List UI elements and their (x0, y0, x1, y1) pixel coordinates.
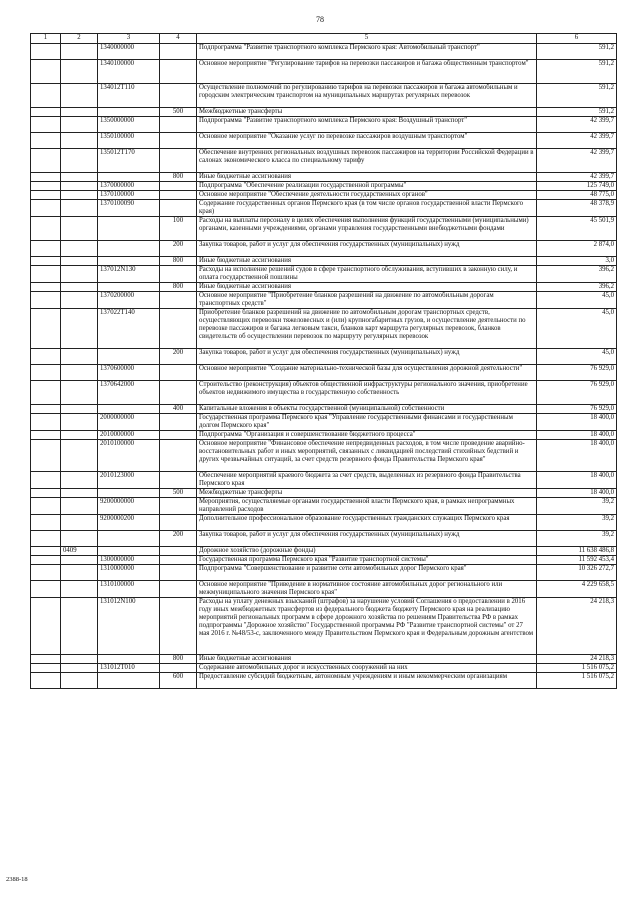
cell-description: Расходы на выплаты персоналу в целях обеспечения выполнения функций государственными (муниципальными) органами, казенными учреждениями, органами управления государственными внебюджетными фондами (197, 217, 537, 241)
table-row (31, 349, 617, 365)
cell-expense-type (160, 431, 197, 440)
table-row (31, 547, 617, 556)
cell-section-code (61, 266, 98, 283)
cell-section-code (61, 655, 98, 664)
cell-target-code: 131012Т010 (98, 664, 160, 673)
cell-col-1 (31, 581, 61, 598)
cell-expense-type (160, 200, 197, 217)
cell-description: Основное мероприятие "Регулирование тарифов на перевозки пассажиров и багажа общественным транспортом" (197, 60, 537, 84)
cell-col-1 (31, 173, 61, 182)
table-row (31, 173, 617, 182)
cell-section-code (61, 241, 98, 257)
cell-col-1 (31, 108, 61, 117)
cell-amount: 591,2 (537, 84, 617, 108)
cell-expense-type (160, 309, 197, 349)
cell-amount: 48 378,9 (537, 200, 617, 217)
cell-col-1 (31, 149, 61, 173)
cell-expense-type: 600 (160, 673, 197, 689)
cell-section-code (61, 414, 98, 431)
budget-table (30, 33, 617, 689)
cell-amount: 39,2 (537, 531, 617, 547)
cell-col-1 (31, 292, 61, 309)
cell-col-1 (31, 60, 61, 84)
table-row (31, 472, 617, 489)
cell-col-1 (31, 440, 61, 472)
cell-target-code (98, 489, 160, 498)
table-row (31, 84, 617, 108)
cell-col-1 (31, 431, 61, 440)
cell-section-code (61, 149, 98, 173)
cell-col-1 (31, 673, 61, 689)
cell-amount: 4 229 658,5 (537, 581, 617, 598)
cell-target-code: 2010000000 (98, 431, 160, 440)
cell-col-1 (31, 664, 61, 673)
cell-expense-type: 200 (160, 349, 197, 365)
cell-amount: 39,2 (537, 515, 617, 531)
cell-amount: 24 218,3 (537, 655, 617, 664)
cell-section-code (61, 365, 98, 381)
cell-expense-type (160, 44, 197, 60)
cell-amount: 42 399,7 (537, 173, 617, 182)
cell-col-1 (31, 44, 61, 60)
cell-expense-type (160, 191, 197, 200)
cell-section-code (61, 133, 98, 149)
cell-expense-type: 200 (160, 531, 197, 547)
cell-description: Капитальные вложения в объекты государственной (муниципальной) собственности (197, 405, 537, 414)
cell-expense-type: 100 (160, 217, 197, 241)
cell-col-1 (31, 498, 61, 515)
cell-amount: 18 400,0 (537, 489, 617, 498)
cell-description: Подпрограмма "Развитие транспортного комплекса Пермского края: Автомобильный транспорт" (197, 44, 537, 60)
cell-target-code (98, 349, 160, 365)
cell-expense-type (160, 133, 197, 149)
table-row (31, 405, 617, 414)
cell-col-1 (31, 489, 61, 498)
cell-amount: 18 400,0 (537, 440, 617, 472)
cell-section-code (61, 498, 98, 515)
cell-amount: 76 929,0 (537, 405, 617, 414)
cell-description: Основное мероприятие "Финансовое обеспечение непредвиденных расходов, в том числе проведение аварийно-восстановительных работ и иных мероприятий, связанных с ликвидацией последствий стихийных бедствий и других чрезвычайных ситуаций, за счет средств резервного фонда Правительства Пермского края" (197, 440, 537, 472)
cell-target-code (98, 655, 160, 664)
cell-target-code: 9200000200 (98, 515, 160, 531)
cell-amount: 42 399,7 (537, 133, 617, 149)
cell-col-1 (31, 381, 61, 405)
cell-target-code: 1370000000 (98, 182, 160, 191)
cell-target-code (98, 531, 160, 547)
cell-target-code: 1340100000 (98, 60, 160, 84)
cell-section-code (61, 664, 98, 673)
cell-amount: 2 874,0 (537, 241, 617, 257)
cell-target-code: 137022Т140 (98, 309, 160, 349)
cell-col-1 (31, 182, 61, 191)
cell-section-code (61, 283, 98, 292)
cell-section-code (61, 292, 98, 309)
cell-amount: 45,0 (537, 292, 617, 309)
cell-expense-type (160, 292, 197, 309)
cell-amount: 396,2 (537, 283, 617, 292)
table-row (31, 149, 617, 173)
cell-amount: 1 516 075,2 (537, 664, 617, 673)
cell-target-code: 1370600000 (98, 365, 160, 381)
cell-section-code (61, 200, 98, 217)
cell-section-code (61, 60, 98, 84)
cell-expense-type: 800 (160, 655, 197, 664)
cell-col-1 (31, 472, 61, 489)
cell-section-code (61, 515, 98, 531)
cell-expense-type (160, 556, 197, 565)
table-row (31, 489, 617, 498)
footer-code: 2388-18 (6, 876, 28, 883)
cell-target-code: 1350100000 (98, 133, 160, 149)
cell-amount: 45,0 (537, 349, 617, 365)
cell-target-code (98, 173, 160, 182)
cell-description: Иные бюджетные ассигнования (197, 655, 537, 664)
cell-expense-type (160, 60, 197, 84)
cell-expense-type: 800 (160, 173, 197, 182)
cell-col-1 (31, 84, 61, 108)
cell-target-code: 1340000000 (98, 44, 160, 60)
cell-expense-type (160, 365, 197, 381)
table-row (31, 257, 617, 266)
table-row (31, 309, 617, 349)
cell-section-code (61, 581, 98, 598)
cell-description: Обеспечение мероприятий краевого бюджета за счет средств, выделенных из резервного фонда Правительства Пермского края (197, 472, 537, 489)
cell-section-code (61, 489, 98, 498)
cell-col-1 (31, 257, 61, 266)
cell-description: Содержание автомобильных дорог и искусственных сооружений на них (197, 664, 537, 673)
cell-description: Иные бюджетные ассигнования (197, 283, 537, 292)
cell-amount: 45,0 (537, 309, 617, 349)
cell-amount: 1 516 075,2 (537, 673, 617, 689)
cell-col-1 (31, 655, 61, 664)
cell-description: Основное мероприятие "Приобретение бланков разрешений на движение по автомобильным дорогам транспортных средств" (197, 292, 537, 309)
cell-expense-type (160, 381, 197, 405)
cell-target-code (98, 257, 160, 266)
cell-target-code: 1370100000 (98, 191, 160, 200)
cell-amount: 45 501,9 (537, 217, 617, 241)
cell-section-code (61, 598, 98, 655)
cell-expense-type (160, 182, 197, 191)
cell-description: Приобретение бланков разрешений на движение по автомобильным дорогам транспортных средств, осуществляющих перевозки тяжеловесных и (или) крупногабаритных грузов, и осуществление деятельности по перевозке пассажиров и багажа легковым такси, бланков карт маршрута регулярных перевозок, бланков свидетельств об осуществлении перевозок по маршруту регулярных перевозок (197, 309, 537, 349)
cell-target-code (98, 108, 160, 117)
cell-target-code: 2010100000 (98, 440, 160, 472)
table-row (31, 431, 617, 440)
cell-expense-type (160, 117, 197, 133)
cell-target-code: 2010123000 (98, 472, 160, 489)
cell-col-1 (31, 133, 61, 149)
table-header (31, 34, 617, 44)
table-row (31, 182, 617, 191)
cell-section-code (61, 440, 98, 472)
cell-description: Осуществление полномочий по регулированию тарифов на перевозки пассажиров и багажа автомобильным и городским электрическим транспортом на муниципальных маршрутах регулярных перевозок (197, 84, 537, 108)
cell-expense-type (160, 149, 197, 173)
cell-description: Межбюджетные трансферты (197, 108, 537, 117)
cell-section-code (61, 556, 98, 565)
table-row (31, 581, 617, 598)
cell-description: Подпрограмма "Совершенствование и развитие сети автомобильных дорог Пермского края" (197, 565, 537, 581)
cell-expense-type (160, 664, 197, 673)
cell-description: Основное мероприятие "Оказание услуг по перевозке пассажиров воздушным транспортом" (197, 133, 537, 149)
cell-amount: 18 400,0 (537, 472, 617, 489)
header-col-1: 1 (31, 34, 61, 44)
table-row (31, 44, 617, 60)
cell-section-code (61, 472, 98, 489)
cell-col-1 (31, 556, 61, 565)
cell-target-code: 1370642000 (98, 381, 160, 405)
cell-amount: 48 775,0 (537, 191, 617, 200)
cell-expense-type (160, 547, 197, 556)
cell-target-code: 134012Т110 (98, 84, 160, 108)
cell-section-code (61, 565, 98, 581)
cell-amount: 42 399,7 (537, 149, 617, 173)
table-row (31, 565, 617, 581)
cell-section-code (61, 44, 98, 60)
cell-expense-type: 500 (160, 108, 197, 117)
cell-section-code (61, 309, 98, 349)
cell-col-1 (31, 598, 61, 655)
cell-target-code (98, 405, 160, 414)
cell-section-code (61, 173, 98, 182)
cell-description: Основное мероприятие "Создание материально-технической базы для осуществления дорожной деятельности" (197, 365, 537, 381)
cell-expense-type: 800 (160, 283, 197, 292)
cell-expense-type (160, 440, 197, 472)
table-row (31, 133, 617, 149)
cell-target-code: 1370200000 (98, 292, 160, 309)
table-row (31, 531, 617, 547)
cell-expense-type (160, 598, 197, 655)
cell-section-code (61, 84, 98, 108)
cell-section-code (61, 531, 98, 547)
cell-section-code (61, 108, 98, 117)
cell-section-code (61, 257, 98, 266)
table-row (31, 440, 617, 472)
cell-target-code: 1370100090 (98, 200, 160, 217)
cell-col-1 (31, 565, 61, 581)
cell-section-code (61, 191, 98, 200)
cell-description: Расходы на уплату денежных взысканий (штрафов) за нарушение условий Соглашения о предоставлении в 2016 году иных межбюджетных трансфертов из федерального бюджета бюджету Пермского края на реализацию мероприятий региональных программ в сфере дорожного хозяйства по решениям Правительства РФ в рамках подпрограммы "Дорожное хозяйство" Государственной программы РФ "Развитие транспортной системы" от 27 мая 2016 г. №48/53-с, заключенного между Правительством Пермского края и Федеральным дорожным агентством (197, 598, 537, 655)
header-col-3: 3 (98, 34, 160, 44)
cell-expense-type (160, 565, 197, 581)
cell-col-1 (31, 241, 61, 257)
cell-section-code (61, 117, 98, 133)
cell-section-code (61, 431, 98, 440)
table-body (31, 44, 617, 689)
cell-amount: 591,2 (537, 44, 617, 60)
table-row (31, 283, 617, 292)
header-col-6: 6 (537, 34, 617, 44)
cell-target-code (98, 547, 160, 556)
cell-col-1 (31, 309, 61, 349)
table-row (31, 266, 617, 283)
header-col-5: 5 (197, 34, 537, 44)
table-row (31, 598, 617, 655)
cell-amount: 18 400,0 (537, 431, 617, 440)
cell-expense-type: 500 (160, 489, 197, 498)
table-row (31, 292, 617, 309)
table-row (31, 191, 617, 200)
cell-amount: 39,2 (537, 498, 617, 515)
cell-expense-type (160, 515, 197, 531)
cell-description: Содержание государственных органов Пермского края (в том числе органов государственной власти Пермского края) (197, 200, 537, 217)
cell-description: Закупка товаров, работ и услуг для обеспечения государственных (муниципальных) нужд (197, 531, 537, 547)
cell-amount: 18 400,0 (537, 414, 617, 431)
cell-amount: 24 218,3 (537, 598, 617, 655)
cell-col-1 (31, 515, 61, 531)
cell-target-code: 1310000000 (98, 565, 160, 581)
page-number: 78 (316, 15, 324, 24)
cell-description: Подпрограмма "Обеспечение реализации государственной программы" (197, 182, 537, 191)
cell-description: Основное мероприятие "Приведение в нормативное состояние автомобильных дорог регионального или межмуниципального значения Пермского края" (197, 581, 537, 598)
cell-description: Предоставление субсидий бюджетным, автономным учреждениям и иным некоммерческим организациям (197, 673, 537, 689)
table-row (31, 655, 617, 664)
table-row (31, 108, 617, 117)
cell-col-1 (31, 117, 61, 133)
table-row (31, 673, 617, 689)
table-row (31, 515, 617, 531)
cell-col-1 (31, 200, 61, 217)
cell-target-code: 1300000000 (98, 556, 160, 565)
cell-amount: 11 592 453,4 (537, 556, 617, 565)
cell-amount: 591,2 (537, 108, 617, 117)
cell-col-1 (31, 217, 61, 241)
cell-target-code: 137012N130 (98, 266, 160, 283)
table-row (31, 117, 617, 133)
cell-col-1 (31, 414, 61, 431)
table-row (31, 414, 617, 431)
table-row (31, 200, 617, 217)
cell-expense-type (160, 414, 197, 431)
cell-amount: 3,0 (537, 257, 617, 266)
header-row (31, 34, 617, 44)
cell-description: Закупка товаров, работ и услуг для обеспечения государственных (муниципальных) нужд (197, 241, 537, 257)
cell-expense-type: 200 (160, 241, 197, 257)
cell-description: Строительство (реконструкция) объектов общественной инфраструктуры регионального значения, приобретение объектов недвижимого имущества в государственную собственность (197, 381, 537, 405)
cell-expense-type (160, 266, 197, 283)
cell-amount: 76 929,0 (537, 381, 617, 405)
cell-section-code (61, 381, 98, 405)
cell-description: Подпрограмма "Развитие транспортного комплекса Пермского края: Воздушный транспорт" (197, 117, 537, 133)
cell-section-code (61, 405, 98, 414)
cell-description: Государственная программа Пермского края "Развитие транспортной системы" (197, 556, 537, 565)
cell-col-1 (31, 266, 61, 283)
cell-description: Дорожное хозяйство (дорожные фонды) (197, 547, 537, 556)
table-row (31, 498, 617, 515)
cell-description: Иные бюджетные ассигнования (197, 257, 537, 266)
cell-description: Межбюджетные трансферты (197, 489, 537, 498)
cell-amount: 396,2 (537, 266, 617, 283)
cell-amount: 125 749,0 (537, 182, 617, 191)
cell-description: Государственная программа Пермского края "Управление государственными финансами и государственным долгом Пермского края" (197, 414, 537, 431)
cell-expense-type: 400 (160, 405, 197, 414)
cell-target-code (98, 673, 160, 689)
cell-description: Расходы на исполнение решений судов в сфере транспортного обслуживания, вступивших в законную силу, и оплата государственной пошлины (197, 266, 537, 283)
cell-amount: 10 326 272,7 (537, 565, 617, 581)
table-row (31, 241, 617, 257)
table-row (31, 381, 617, 405)
header-col-2: 2 (61, 34, 98, 44)
cell-amount: 591,2 (537, 60, 617, 84)
cell-expense-type (160, 472, 197, 489)
cell-amount: 76 929,0 (537, 365, 617, 381)
cell-target-code (98, 217, 160, 241)
cell-col-1 (31, 349, 61, 365)
cell-description: Мероприятия, осуществляемые органами государственной власти Пермского края, в рамках непрограммных направлений расходов (197, 498, 537, 515)
cell-target-code: 9200000000 (98, 498, 160, 515)
cell-col-1 (31, 191, 61, 200)
cell-expense-type (160, 581, 197, 598)
table-row (31, 217, 617, 241)
cell-col-1 (31, 547, 61, 556)
cell-description: Иные бюджетные ассигнования (197, 173, 537, 182)
cell-target-code: 131012N100 (98, 598, 160, 655)
cell-target-code: 135012Т170 (98, 149, 160, 173)
cell-target-code: 1310100000 (98, 581, 160, 598)
cell-target-code (98, 241, 160, 257)
cell-description: Основное мероприятие "Обеспечение деятельности государственных органов" (197, 191, 537, 200)
table-row (31, 556, 617, 565)
cell-target-code (98, 283, 160, 292)
header-col-4: 4 (160, 34, 197, 44)
cell-amount: 11 638 486,8 (537, 547, 617, 556)
table-row (31, 365, 617, 381)
cell-section-code (61, 217, 98, 241)
table-row (31, 664, 617, 673)
cell-description: Подпрограмма "Организация и совершенствование бюджетного процесса" (197, 431, 537, 440)
cell-section-code (61, 349, 98, 365)
cell-description: Дополнительное профессиональное образование государственных гражданских служащих Пермского края (197, 515, 537, 531)
cell-target-code: 2000000000 (98, 414, 160, 431)
cell-target-code: 1350000000 (98, 117, 160, 133)
cell-col-1 (31, 405, 61, 414)
table-row (31, 60, 617, 84)
cell-section-code (61, 673, 98, 689)
cell-amount: 42 399,7 (537, 117, 617, 133)
cell-col-1 (31, 531, 61, 547)
cell-expense-type: 800 (160, 257, 197, 266)
cell-col-1 (31, 283, 61, 292)
cell-section-code (61, 182, 98, 191)
cell-description: Закупка товаров, работ и услуг для обеспечения государственных (муниципальных) нужд (197, 349, 537, 365)
cell-expense-type (160, 498, 197, 515)
cell-section-code: 0409 (61, 547, 98, 556)
cell-col-1 (31, 365, 61, 381)
cell-description: Обеспечение внутренних региональных воздушных перевозок пассажиров на территории Российской Федерации в салонах экономического класса по специальному тарифу (197, 149, 537, 173)
cell-expense-type (160, 84, 197, 108)
